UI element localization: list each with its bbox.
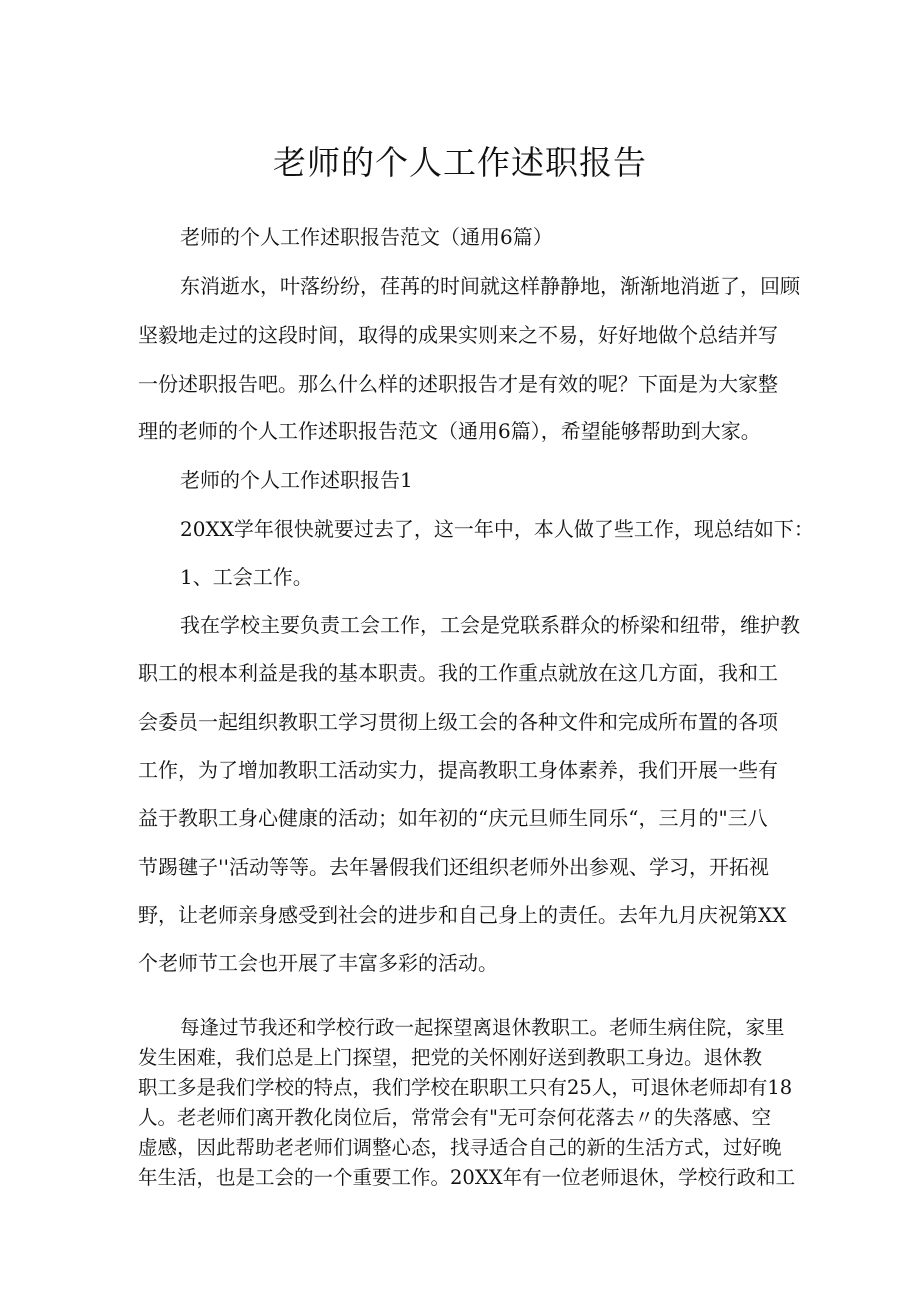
intro-line: 一份述职报告吧。那么什么样的述职报告才是有效的呢？下面是为大家整 (138, 372, 778, 396)
document-title: 老师的个人工作述职报告 (273, 143, 647, 182)
section-heading: 老师的个人工作述职报告1 (180, 468, 413, 492)
subtitle: 老师的个人工作述职报告范文（通用6篇） (180, 225, 553, 249)
paragraph-line: 个老师节工会也开展了丰富多彩的活动。 (138, 951, 498, 975)
intro-line: 东消逝水，叶落纷纷，荏苒的时间就这样静静地，渐渐地消逝了，回顾 (180, 274, 800, 298)
paragraph-line: 我在学校主要负责工会工作，工会是党联系群众的桥梁和纽带，维护教 (180, 613, 800, 637)
intro-line: 理的老师的个人工作述职报告范文（通用6篇），希望能够帮助到大家。 (138, 419, 761, 443)
paragraph-line: 益于教职工身心健康的活动；如年初的“庆元旦师生同乐“，三月的"三八 (138, 806, 768, 830)
paragraph-line: 发生困难，我们总是上门探望，把党的关怀刚好送到教职工身边。退休教 (138, 1046, 763, 1069)
paragraph-line: 年生活，也是工会的一个重要工作。20XX年有一位老师退休，学校行政和工 (138, 1166, 796, 1189)
paragraph-line: 虚感，因此帮助老老师们调整心态，找寻适合自己的新的生活方式，过好晚 (138, 1136, 782, 1159)
paragraph-line: 职工的根本利益是我的基本职责。我的工作重点就放在这几方面，我和工 (138, 661, 778, 685)
paragraph-line: 节踢毽子''活动等等。去年暑假我们还组织老师外出参观、学习，开拓视 (138, 855, 769, 879)
paragraph-line: 职工多是我们学校的特点，我们学校在职职工只有25人，可退休老师却有18 (138, 1076, 793, 1099)
paragraph-line: 人。老老师们离开教化岗位后，常常会有"无可奈何花落去〃的失落感、空 (138, 1106, 771, 1129)
paragraph-line: 工作，为了增加教职工活动实力，提高教职工身体素养，我们开展一些有 (138, 758, 778, 782)
paragraph-line: 野，让老师亲身感受到社会的进步和自己身上的责任。去年九月庆祝第XX (138, 903, 787, 927)
paragraph-line: 每逢过节我还和学校行政一起探望离退休教职工。老师生病住院，家里 (180, 1016, 785, 1039)
intro-line: 坚毅地走过的这段时间，取得的成果实则来之不易，好好地做个总结并写 (138, 323, 778, 347)
item-heading: 1、工会工作。 (180, 565, 313, 589)
paragraph-line: 会委员一起组织教职工学习贯彻上级工会的各种文件和完成所布置的各项 (138, 710, 778, 734)
opening-line: 20XX学年很快就要过去了，这一年中，本人做了些工作，现总结如下： (180, 517, 814, 541)
